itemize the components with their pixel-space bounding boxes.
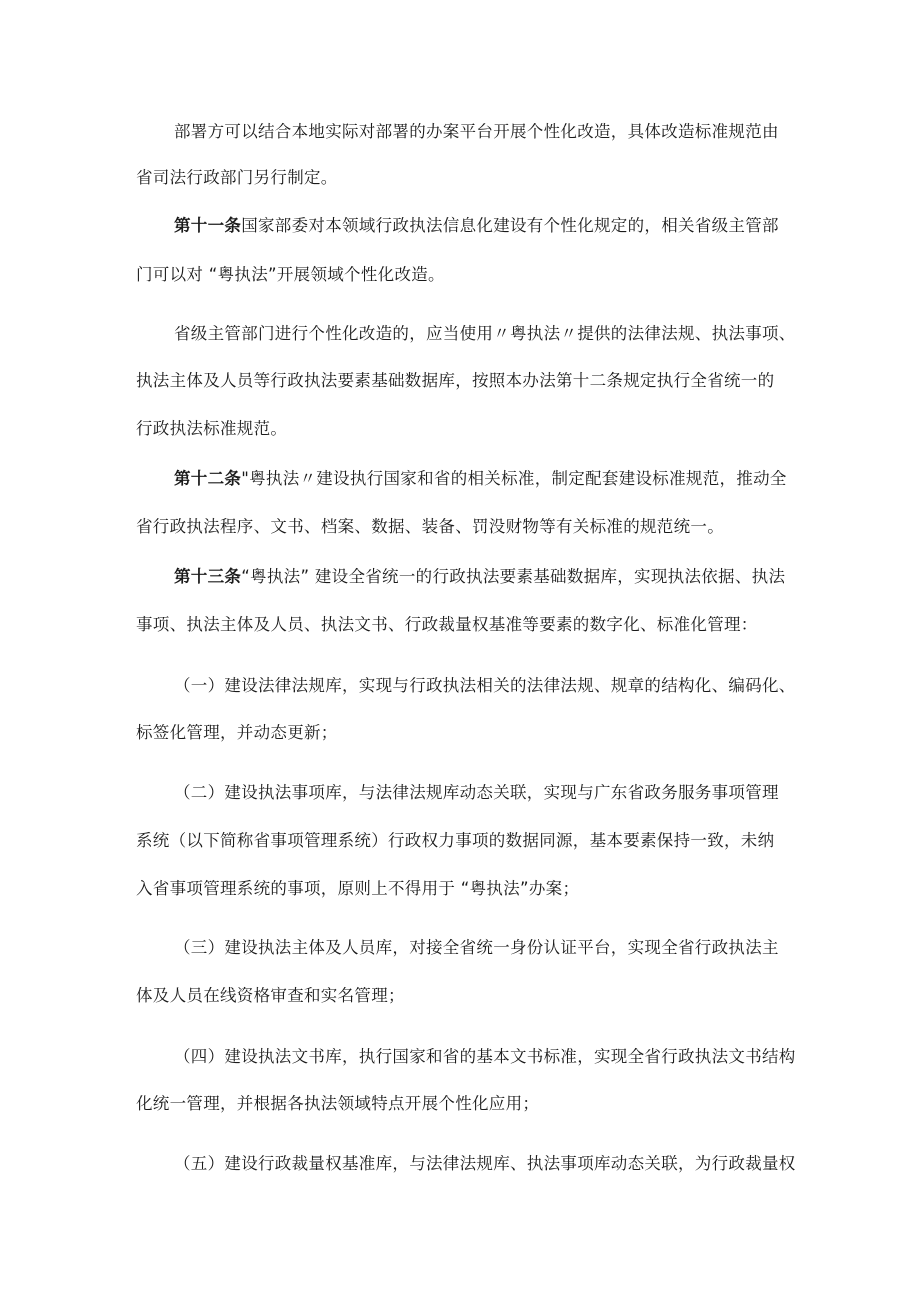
article-12-line [174, 468, 787, 490]
article-heading: 第十一条 [174, 216, 242, 235]
article-heading: 第十二条 [174, 469, 242, 488]
article-text: “粤执法” 建设全省统一的行政执法要素基础数据库，实现执法依据、执法 [241, 567, 786, 586]
list-item-line: （二）建设执法事项库，与法律法规库动态关联，实现与广东省政务服务事项管理 [174, 783, 779, 802]
paragraph-line: 省司法行政部门另行制定。 [136, 168, 338, 187]
article-text: 国家部委对本领域行政执法信息化建设有个性化规定的，相关省级主管部 [241, 216, 779, 235]
paragraph-line: 门可以对 “粤执法”开展领域个性化改造。 [136, 265, 445, 284]
paragraph-line: 省行政执法程序、文书、档案、数据、装备、罚没财物等有关标准的规范统一。 [136, 517, 724, 536]
paragraph-line: 行政执法标准规范。 [136, 419, 288, 438]
list-item-line: （一）建设法律法规库，实现与行政执法相关的法律法规、规章的结构化、编码化、 [174, 676, 796, 695]
paragraph-line: 部署方可以结合本地实际对部署的办案平台开展个性化改造，具体改造标准规范由 [174, 122, 779, 141]
list-item-line: （五）建设行政裁量权基准库，与法律法规库、执法事项库动态关联，为行政裁量权 [174, 1154, 796, 1173]
list-item-line: 化统一管理，并根据各执法领域特点开展个性化应用； [136, 1094, 540, 1113]
paragraph-line: 事项、执法主体及人员、执法文书、行政裁量权基准等要素的数字化、标准化管理： [136, 615, 758, 634]
list-item-line: 体及人员在线资格审查和实名管理； [136, 986, 405, 1005]
article-13-line [174, 566, 785, 588]
article-text: "粤执法〃建设执行国家和省的相关标准，制定配套建设标准规范，推动全 [241, 469, 787, 488]
list-item-line: （三）建设执法主体及人员库，对接全省统一身份认证平台，实现全省行政执法主 [174, 938, 779, 957]
list-item-line: 系统（以下简称省事项管理系统）行政权力事项的数据同源，基本要素保持一致，未纳 [136, 831, 775, 850]
article-heading: 第十三条 [174, 567, 242, 586]
article-11-line [174, 215, 779, 237]
paragraph-line: 执法主体及人员等行政执法要素基础数据库，按照本办法第十二条规定执行全省统一的 [136, 371, 775, 390]
list-item-line: 标签化管理，并动态更新； [136, 723, 338, 742]
list-item-line: （四）建设执法文书库，执行国家和省的基本文书标准，实现全省行政执法文书结构 [174, 1047, 796, 1066]
paragraph-line: 省级主管部门进行个性化改造的，应当使用〃粤执法〃提供的法律法规、执法事项、 [174, 324, 796, 343]
list-item-line: 入省事项管理系统的事项，原则上不得用于 “粤执法”办案； [136, 879, 580, 898]
